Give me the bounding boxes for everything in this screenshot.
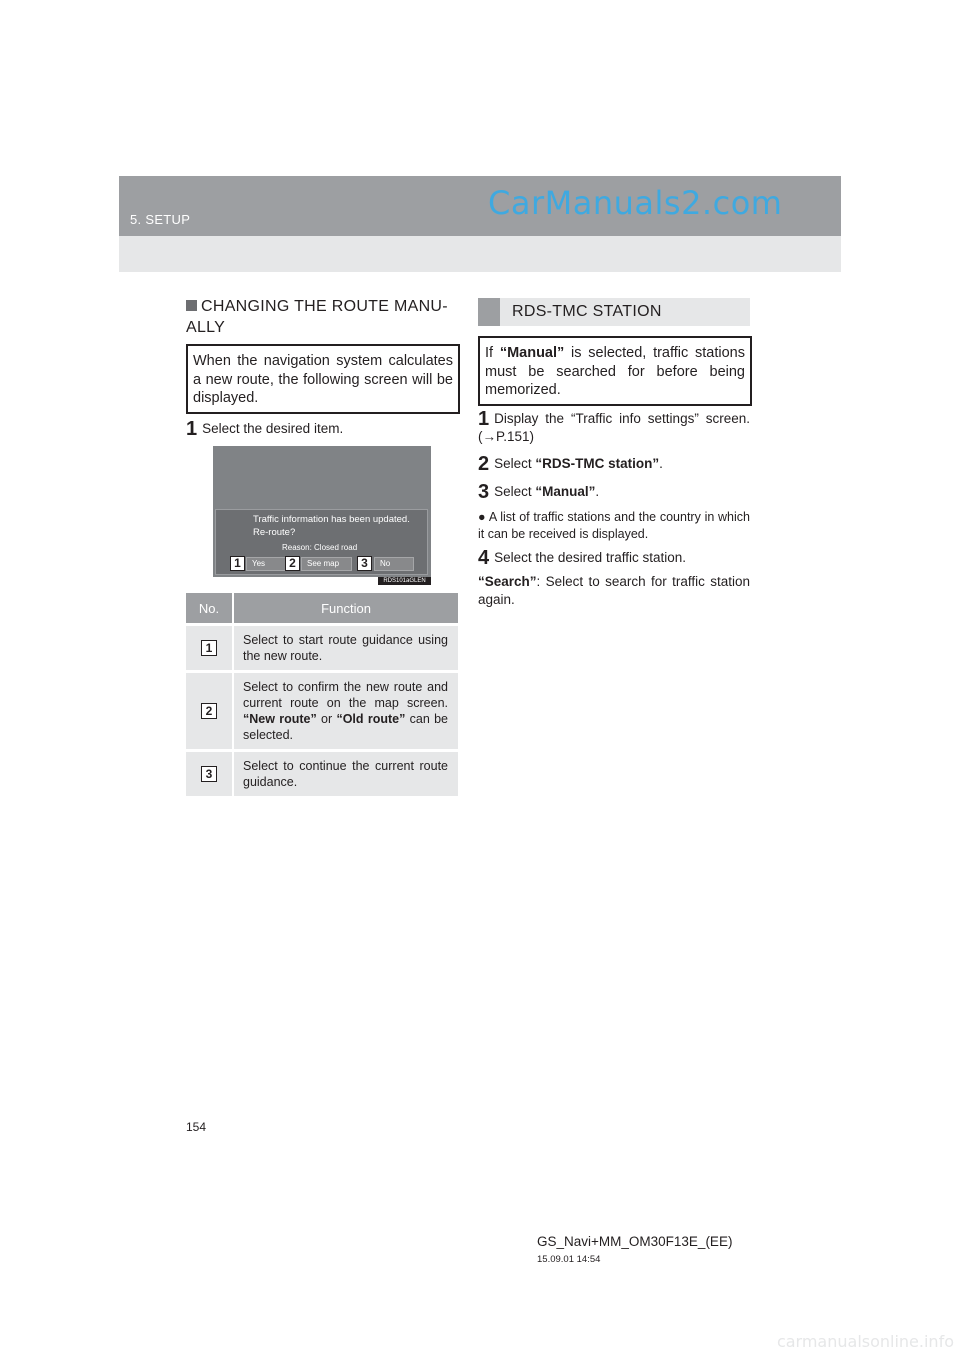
text-part: . — [659, 456, 663, 471]
step-3 — [478, 483, 599, 501]
no-button[interactable]: No — [374, 557, 414, 571]
text-part: can be selected. — [243, 712, 448, 742]
item-number: 2 — [201, 703, 217, 719]
intro-box: When the navigation system calculates a new route, the following screen will be displayed. — [186, 344, 460, 414]
text-part: is selected, traffic stations must be searched for before being memorized. — [485, 345, 745, 398]
watermark-bottom: carmanualsonline.info — [776, 1332, 954, 1351]
step-number: 3 — [478, 481, 490, 503]
step-text: Select — [494, 484, 536, 499]
callout-1: 1 — [230, 556, 245, 571]
step-text: Select the desired traffic station. — [494, 550, 686, 565]
function-table — [186, 593, 458, 796]
watermark-top: CarManuals2.com — [488, 184, 783, 222]
step-text: Select the desired item. — [202, 421, 344, 436]
callout-3: 3 — [357, 556, 372, 571]
square-bullet-icon — [186, 300, 197, 311]
search-text: : Select to search for traffic station again. — [478, 574, 750, 607]
dialog-message: Traffic information has been updated. — [253, 514, 410, 525]
text-part: Select to confirm the new route and current route on the map screen. — [243, 680, 448, 710]
function-text: Select to start route guidance using the new route. — [233, 625, 458, 672]
step-number: 4 — [478, 547, 490, 569]
search-note — [478, 573, 750, 609]
manual-label: “Manual” — [499, 345, 565, 361]
column-header-no: No. — [186, 593, 233, 625]
section-label: 5. SETUP — [130, 212, 191, 227]
document-timestamp: 15.09.01 14:54 — [537, 1254, 601, 1265]
text-part: If — [485, 345, 500, 361]
image-code: RDS101aGLEN — [378, 577, 431, 585]
step-text: Display the “Traffic info settings” screen. (→P.151) — [478, 411, 750, 444]
search-label: “Search” — [478, 574, 537, 589]
heading-text: CHANGING THE ROUTE MANU- ALLY — [186, 298, 448, 336]
bullet-text: A list of traffic stations and the country in which it can be received is displayed. — [478, 510, 750, 541]
bullet-note — [478, 509, 750, 543]
see-map-button[interactable]: See map — [301, 557, 352, 571]
table-header-row — [186, 593, 458, 625]
item-number: 3 — [201, 766, 217, 782]
text-part: . — [595, 484, 600, 499]
step-text: Select — [494, 456, 536, 471]
step-4 — [478, 549, 686, 567]
dialog-question: Re-route? — [253, 527, 296, 538]
document-code: GS_Navi+MM_OM30F13E_(EE) — [537, 1234, 733, 1249]
item-number: 1 — [201, 640, 217, 656]
table-row — [186, 672, 458, 751]
changing-route-heading — [186, 296, 462, 338]
heading-text: RDS-TMC STATION — [512, 303, 662, 320]
page-number: 154 — [186, 1120, 207, 1134]
yes-button[interactable]: Yes — [246, 557, 286, 571]
dialog-reason: Reason: Closed road — [282, 543, 358, 552]
step-2 — [478, 455, 663, 473]
table-row — [186, 751, 458, 797]
header-subband — [119, 236, 841, 272]
step-1 — [186, 420, 343, 438]
text-part: or — [316, 712, 337, 726]
callout-2: 2 — [285, 556, 300, 571]
rds-tmc-heading — [478, 298, 750, 326]
manual-label: “Manual” — [535, 484, 596, 499]
rds-tmc-station-label: “RDS-TMC station” — [535, 456, 660, 471]
step-number: 1 — [478, 408, 490, 430]
function-text: Select to continue the current route guidance. — [233, 751, 458, 797]
step-number: 1 — [186, 418, 198, 440]
new-route-label: “New route” — [243, 712, 317, 726]
function-text — [233, 672, 458, 751]
table-row — [186, 625, 458, 672]
step-number: 2 — [478, 453, 490, 475]
manual-note-box — [478, 336, 752, 406]
old-route-label: “Old route” — [336, 712, 406, 726]
step-1 — [478, 410, 750, 446]
bullet-dot-icon: ● — [478, 510, 486, 524]
column-header-function: Function — [233, 593, 458, 625]
heading-bar — [478, 298, 500, 326]
